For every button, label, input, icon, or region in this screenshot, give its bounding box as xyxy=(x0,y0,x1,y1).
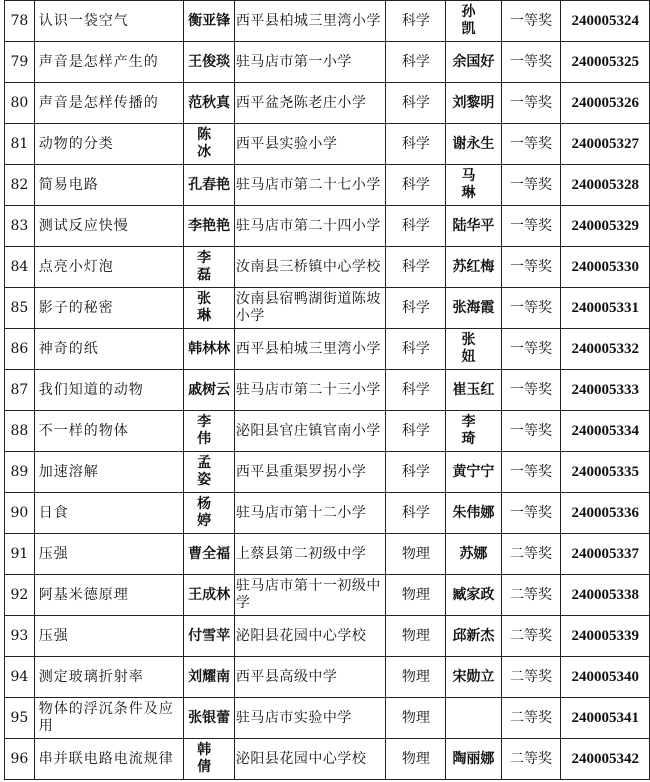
subject: 科学 xyxy=(386,1,446,42)
table-row xyxy=(5,698,650,739)
school-name: 驻马店市第十二小学 xyxy=(234,493,386,534)
school-name: 西平县柏城三里湾小学 xyxy=(234,329,386,370)
award-level: 二等奖 xyxy=(501,657,561,698)
subject: 科学 xyxy=(386,329,446,370)
author-name: 孔春艳 xyxy=(184,165,234,206)
project-title: 我们知道的动物 xyxy=(34,370,184,411)
row-number: 80 xyxy=(5,83,35,124)
certificate-number: 240005338 xyxy=(561,575,650,616)
project-title: 加速溶解 xyxy=(34,452,184,493)
subject: 科学 xyxy=(386,288,446,329)
award-level: 一等奖 xyxy=(501,452,561,493)
row-number: 85 xyxy=(5,288,35,329)
author-name: 范秋真 xyxy=(184,83,234,124)
author-name: 李艳艳 xyxy=(184,206,234,247)
certificate-number: 240005334 xyxy=(561,411,650,452)
award-level: 二等奖 xyxy=(501,739,561,780)
table-row xyxy=(5,411,650,452)
school-name: 西平县柏城三里湾小学 xyxy=(234,1,386,42)
row-number: 93 xyxy=(5,616,35,657)
teacher-name: 张 妞 xyxy=(446,329,501,370)
author-name: 陈 冰 xyxy=(184,124,234,165)
certificate-number: 240005332 xyxy=(561,329,650,370)
subject: 科学 xyxy=(386,124,446,165)
award-table xyxy=(4,0,650,780)
author-name: 韩林林 xyxy=(184,329,234,370)
project-title: 测定玻璃折射率 xyxy=(34,657,184,698)
subject: 科学 xyxy=(386,411,446,452)
school-name: 西平盆尧陈老庄小学 xyxy=(234,83,386,124)
table-row xyxy=(5,739,650,780)
project-title: 压强 xyxy=(34,616,184,657)
author-name: 付雪苹 xyxy=(184,616,234,657)
teacher-name: 张海霞 xyxy=(446,288,501,329)
teacher-name: 谢永生 xyxy=(446,124,501,165)
row-number: 90 xyxy=(5,493,35,534)
award-level: 二等奖 xyxy=(501,616,561,657)
certificate-number: 240005336 xyxy=(561,493,650,534)
teacher-name: 朱伟娜 xyxy=(446,493,501,534)
subject: 科学 xyxy=(386,83,446,124)
table-row xyxy=(5,83,650,124)
author-name: 刘耀南 xyxy=(184,657,234,698)
subject: 科学 xyxy=(386,206,446,247)
award-level: 一等奖 xyxy=(501,411,561,452)
subject: 物理 xyxy=(386,739,446,780)
school-name: 汝南县宿鸭湖街道陈坡小学 xyxy=(234,288,386,329)
table-row xyxy=(5,42,650,83)
author-name: 杨 婷 xyxy=(184,493,234,534)
school-name: 驻马店市第二十四小学 xyxy=(234,206,386,247)
subject: 物理 xyxy=(386,657,446,698)
award-level: 一等奖 xyxy=(501,124,561,165)
teacher-name: 崔玉红 xyxy=(446,370,501,411)
author-name: 王成林 xyxy=(184,575,234,616)
author-name: 李 伟 xyxy=(184,411,234,452)
project-title: 简易电路 xyxy=(34,165,184,206)
table-row xyxy=(5,493,650,534)
award-level: 一等奖 xyxy=(501,42,561,83)
subject: 物理 xyxy=(386,698,446,739)
project-title: 不一样的物体 xyxy=(34,411,184,452)
certificate-number: 240005330 xyxy=(561,247,650,288)
certificate-number: 240005340 xyxy=(561,657,650,698)
teacher-name: 陶丽娜 xyxy=(446,739,501,780)
author-name: 戚树云 xyxy=(184,370,234,411)
project-title: 压强 xyxy=(34,534,184,575)
row-number: 86 xyxy=(5,329,35,370)
project-title: 日食 xyxy=(34,493,184,534)
subject: 科学 xyxy=(386,452,446,493)
school-name: 驻马店市实验中学 xyxy=(234,698,386,739)
teacher-name: 苏娜 xyxy=(446,534,501,575)
certificate-number: 240005325 xyxy=(561,42,650,83)
project-title: 点亮小灯泡 xyxy=(34,247,184,288)
row-number: 81 xyxy=(5,124,35,165)
author-name: 曹全福 xyxy=(184,534,234,575)
teacher-name: 余国好 xyxy=(446,42,501,83)
certificate-number: 240005335 xyxy=(561,452,650,493)
project-title: 神奇的纸 xyxy=(34,329,184,370)
project-title: 测试反应快慢 xyxy=(34,206,184,247)
table-body xyxy=(5,1,650,780)
award-level: 一等奖 xyxy=(501,329,561,370)
table-row xyxy=(5,247,650,288)
author-name: 孟 姿 xyxy=(184,452,234,493)
teacher-name: 邱新杰 xyxy=(446,616,501,657)
row-number: 83 xyxy=(5,206,35,247)
award-level: 一等奖 xyxy=(501,83,561,124)
school-name: 泌阳县官庄镇官南小学 xyxy=(234,411,386,452)
author-name: 李 磊 xyxy=(184,247,234,288)
row-number: 78 xyxy=(5,1,35,42)
subject: 物理 xyxy=(386,616,446,657)
award-level: 一等奖 xyxy=(501,493,561,534)
school-name: 泌阳县花园中心学校 xyxy=(234,739,386,780)
school-name: 上蔡县第二初级中学 xyxy=(234,534,386,575)
project-title: 声音是怎样产生的 xyxy=(34,42,184,83)
row-number: 88 xyxy=(5,411,35,452)
project-title: 影子的秘密 xyxy=(34,288,184,329)
school-name: 驻马店市第一小学 xyxy=(234,42,386,83)
school-name: 驻马店市第二十三小学 xyxy=(234,370,386,411)
row-number: 91 xyxy=(5,534,35,575)
school-name: 西平县实验小学 xyxy=(234,124,386,165)
subject: 物理 xyxy=(386,575,446,616)
row-number: 82 xyxy=(5,165,35,206)
project-title: 声音是怎样传播的 xyxy=(34,83,184,124)
author-name: 韩 倩 xyxy=(184,739,234,780)
subject: 物理 xyxy=(386,534,446,575)
author-name: 王俊琰 xyxy=(184,42,234,83)
award-level: 一等奖 xyxy=(501,247,561,288)
certificate-number: 240005328 xyxy=(561,165,650,206)
teacher-name: 臧家政 xyxy=(446,575,501,616)
subject: 科学 xyxy=(386,493,446,534)
school-name: 驻马店市第二十七小学 xyxy=(234,165,386,206)
teacher-name: 陆华平 xyxy=(446,206,501,247)
teacher-name: 马 琳 xyxy=(446,165,501,206)
certificate-number: 240005326 xyxy=(561,83,650,124)
award-level: 一等奖 xyxy=(501,1,561,42)
school-name: 西平县重渠罗拐小学 xyxy=(234,452,386,493)
table-row xyxy=(5,165,650,206)
table-row xyxy=(5,657,650,698)
award-level: 一等奖 xyxy=(501,206,561,247)
row-number: 87 xyxy=(5,370,35,411)
table-row xyxy=(5,616,650,657)
row-number: 94 xyxy=(5,657,35,698)
award-level: 一等奖 xyxy=(501,370,561,411)
table-row xyxy=(5,370,650,411)
certificate-number: 240005329 xyxy=(561,206,650,247)
row-number: 84 xyxy=(5,247,35,288)
certificate-number: 240005331 xyxy=(561,288,650,329)
teacher-name: 宋勋立 xyxy=(446,657,501,698)
row-number: 92 xyxy=(5,575,35,616)
table-row xyxy=(5,206,650,247)
subject: 科学 xyxy=(386,247,446,288)
row-number: 79 xyxy=(5,42,35,83)
certificate-number: 240005327 xyxy=(561,124,650,165)
project-title: 认识一袋空气 xyxy=(34,1,184,42)
certificate-number: 240005337 xyxy=(561,534,650,575)
teacher-name: 刘黎明 xyxy=(446,83,501,124)
certificate-number: 240005339 xyxy=(561,616,650,657)
author-name: 张银蕾 xyxy=(184,698,234,739)
row-number: 96 xyxy=(5,739,35,780)
project-title: 串并联电路电流规律 xyxy=(34,739,184,780)
table-row xyxy=(5,575,650,616)
teacher-name: 李 琦 xyxy=(446,411,501,452)
subject: 科学 xyxy=(386,42,446,83)
certificate-number: 240005333 xyxy=(561,370,650,411)
school-name: 泌阳县花园中心学校 xyxy=(234,616,386,657)
certificate-number: 240005324 xyxy=(561,1,650,42)
certificate-number: 240005341 xyxy=(561,698,650,739)
table-row xyxy=(5,534,650,575)
author-name: 衡亚锋 xyxy=(184,1,234,42)
school-name: 汝南县三桥镇中心学校 xyxy=(234,247,386,288)
project-title: 动物的分类 xyxy=(34,124,184,165)
teacher-name: 孙 凯 xyxy=(446,1,501,42)
row-number: 89 xyxy=(5,452,35,493)
row-number: 95 xyxy=(5,698,35,739)
award-level: 二等奖 xyxy=(501,698,561,739)
table-row xyxy=(5,329,650,370)
school-name: 驻马店市第十一初级中学 xyxy=(234,575,386,616)
award-level: 二等奖 xyxy=(501,534,561,575)
teacher-name xyxy=(446,698,501,739)
table-row xyxy=(5,452,650,493)
award-level: 一等奖 xyxy=(501,288,561,329)
teacher-name: 黄宁宁 xyxy=(446,452,501,493)
teacher-name: 苏红梅 xyxy=(446,247,501,288)
school-name: 西平县高级中学 xyxy=(234,657,386,698)
table-row xyxy=(5,288,650,329)
subject: 科学 xyxy=(386,165,446,206)
author-name: 张 琳 xyxy=(184,288,234,329)
subject: 科学 xyxy=(386,370,446,411)
table-row xyxy=(5,1,650,42)
project-title: 阿基米德原理 xyxy=(34,575,184,616)
project-title: 物体的浮沉条件及应用 xyxy=(34,698,184,739)
award-level: 一等奖 xyxy=(501,165,561,206)
table-row xyxy=(5,124,650,165)
award-level: 二等奖 xyxy=(501,575,561,616)
certificate-number: 240005342 xyxy=(561,739,650,780)
